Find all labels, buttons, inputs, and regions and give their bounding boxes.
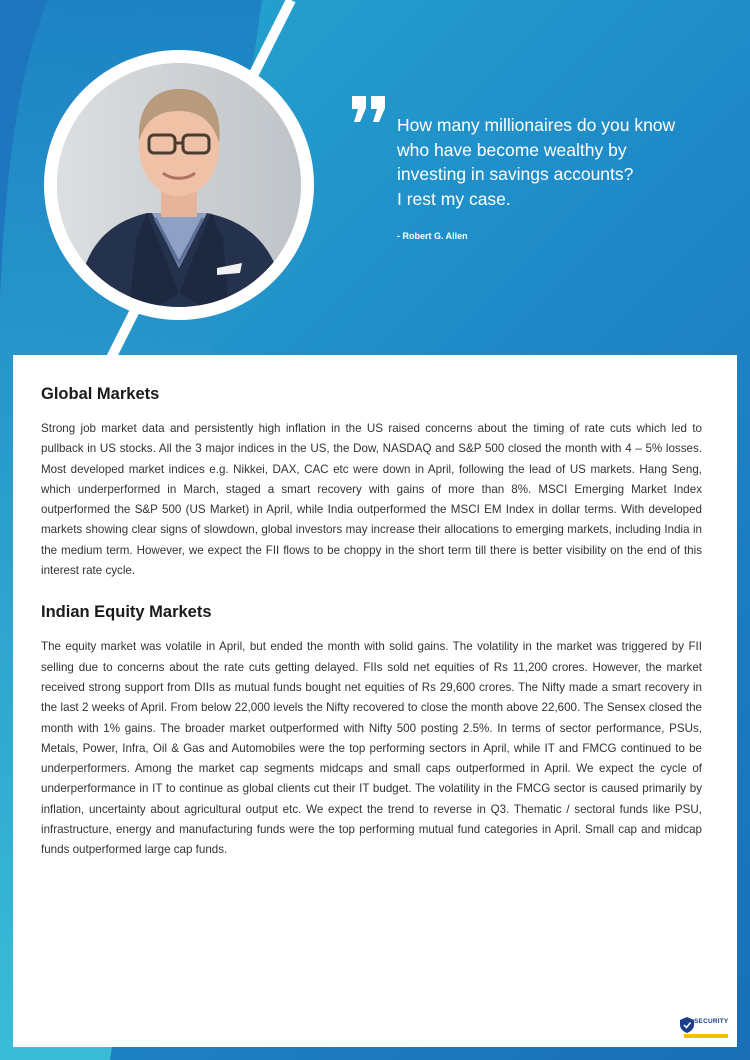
section-heading: Indian Equity Markets (41, 603, 212, 622)
quote-line: How many millionaires do you know (397, 115, 676, 135)
company-logo (678, 1016, 730, 1042)
logo-bar (684, 1034, 728, 1038)
quote-text (397, 113, 717, 211)
shield-icon (680, 1017, 694, 1033)
section-body: Strong job market data and persistently high inflation in the US raised concerns about the timing of rate cuts which led to pullback in US stocks. All the 3 major indices in the US, the Dow, NASDAQ and S&P 500 closed the month with 4 – 5% losses. Most developed market indices e.g. Nikkei, DAX, CAC etc were down in April, following the lead of US markets. Hang Seng, which underperformed in March, staged a smart recovery with gains of more than 8%. MSCI Emerging Market Index outperformed the S&P 500 (US Market) in April, while India outperformed the MSCI EM Index in dollar terms. With developed markets showing clear signs of slowdown, global investors may increase their allocations to emerging markets, including India in the medium term. However, we expect the FII flows to be choppy in the short term till there is better visibility on the end of this interest rate cycle. (41, 422, 702, 578)
section-indian-equity-markets (41, 603, 702, 860)
man-portrait-illustration (57, 63, 301, 307)
quote-line: who have become wealthy by (397, 139, 627, 160)
content-card (13, 355, 737, 1047)
section-body: The equity market was volatile in April, but ended the month with solid gains. The volatility in the market was triggered by FII selling due to concerns about the rate cuts getting delayed. FIIs sold net equities of Rs 11,200 crores. However, the market received strong support from DIIs as mutual funds bought net equities of Rs 29,600 crores. The Nifty made a smart recovery in the last 2 weeks of April. From below 22,000 levels the Nifty recovered to close the month above 22,600. The Sensex closed the month with 1% gains. The broader market outperformed with Nifty 500 posting 2.5%. In terms of sector performance, PSUs, Metals, Power, Infra, Oil & Gas and Automobiles were the top performing sectors in April, while IT and FMCG continued to be underperformers. Among the market cap segments midcaps and small caps outperformed in April. We expect the cycle of underperformance in IT to continue as global clients cut their IT budget. The volatility in the FMCG sector is caused primarily by inflation, uncertainty about agricultural output etc. We expect the trend to reverse in Q3. Thematic / sectoral funds like PSU, infrastructure, energy and manufacturing funds were the top performing mutual fund categories in April. Small cap and midcap funds outperformed large cap funds. (41, 640, 702, 857)
quote-line: I rest my case. (397, 188, 511, 209)
section-heading: Global Markets (41, 385, 160, 403)
quote-line: investing in savings accounts? (397, 164, 634, 184)
quote-icon (352, 96, 386, 122)
logo-text: SECURITY (694, 1018, 729, 1025)
quote-author: - Robert G. Allen (397, 231, 468, 241)
portrait-photo (57, 63, 301, 307)
section-global-markets (41, 385, 702, 581)
